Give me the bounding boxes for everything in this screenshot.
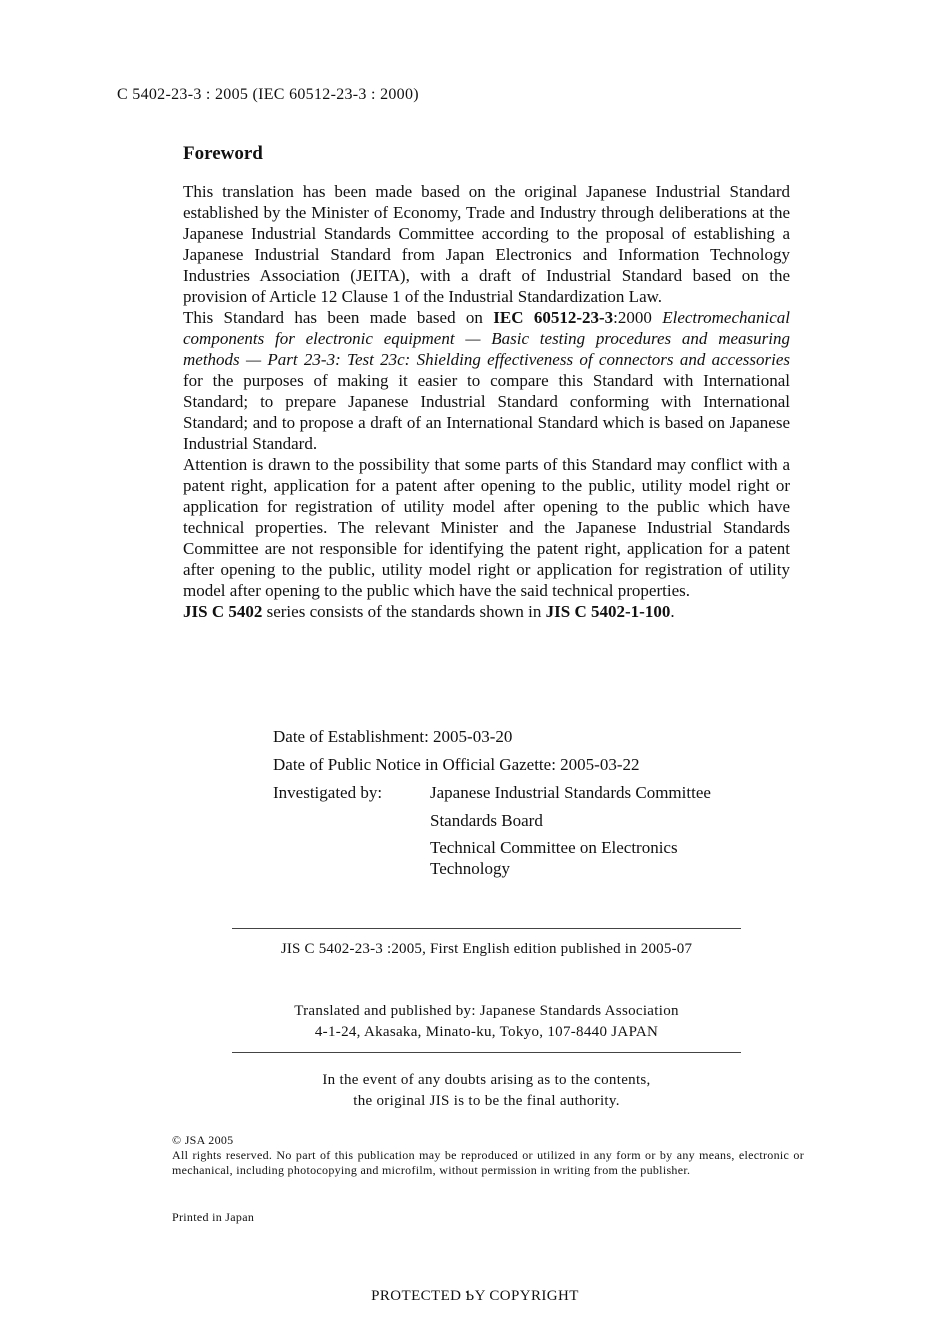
para2-year: :2000 bbox=[613, 308, 663, 327]
investigated-by-committee: Japanese Industrial Standards Committee bbox=[430, 783, 711, 802]
printed-in: Printed in Japan bbox=[172, 1210, 255, 1224]
foreword-paragraph-1: This translation has been made based on the original Japanese Industrial Standard established by the Minister of Economy, Trade and Industry through deliberations at the Japanese Industrial Standards Committee according to the proposal of establishing a Japanese Industrial Standard from Japan Electronics and Information Technology Industries Association (JEITA), with a draft of Industrial Standard based on the provision of Article 12 Clause 1 of the Industrial Standardization Law. bbox=[183, 182, 790, 306]
date-of-establishment: Date of Establishment: 2005-03-20 bbox=[273, 727, 513, 746]
copyright-line: © JSA 2005 bbox=[172, 1133, 234, 1147]
authority-notice-line-1: In the event of any doubts arising as to the contents, bbox=[322, 1072, 651, 1088]
foreword-paragraph-2 bbox=[183, 307, 790, 454]
translated-by: Translated and published by: Japanese Standards Association bbox=[294, 1003, 679, 1019]
para4-period: . bbox=[670, 602, 675, 621]
jis-series-ref: JIS C 5402 bbox=[183, 602, 263, 621]
para4-text-b: series consists of the standards shown in bbox=[262, 602, 546, 621]
para2-text-e: for the purposes of making it easier to compare this Standard with International Standard; to prepare Japanese Industrial Standard conforming with International Standard; and to propose a draft of an International Standard which is based on Japanese Industrial Standard. bbox=[183, 371, 790, 453]
date-of-public-notice: Date of Public Notice in Official Gazette: 2005-03-22 bbox=[273, 755, 640, 774]
foreword-body bbox=[183, 181, 790, 622]
publisher-address: 4-1-24, Akasaka, Minato-ku, Tokyo, 107-8440 JAPAN bbox=[314, 1024, 659, 1040]
investigated-by-board: Standards Board bbox=[430, 811, 543, 830]
authority-notice bbox=[232, 1070, 741, 1112]
investigated-by-technical-committee: Technical Committee on Electronics bbox=[430, 838, 678, 857]
copyright-footer: PROTECTED ƄY COPYRIGHT bbox=[371, 1288, 579, 1304]
publisher-block bbox=[232, 1001, 741, 1043]
edition-line: JIS C 5402-23-3 :2005, First English edition published in 2005-07 bbox=[280, 941, 693, 957]
iec-reference: IEC 60512-23-3 bbox=[493, 308, 614, 327]
investigated-by-technical-committee-cont: Technology bbox=[430, 859, 511, 878]
divider-top bbox=[232, 928, 741, 929]
iec-title: Electromechanical components for electronic equipment — Basic testing procedures and measuring methods — Part 23-3: Test 23c: Shielding effectiveness of connectors and accessories bbox=[183, 308, 790, 369]
authority-notice-line-2: the original JIS is to be the final authority. bbox=[353, 1093, 620, 1109]
rights-notice: All rights reserved. No part of this publication may be reproduced or utilized in any form or by any means, electronic or mechanical, including photocopying and microfilm, without permission in writing from the publisher. bbox=[172, 1148, 804, 1177]
jis-100-ref: JIS C 5402-1-100 bbox=[545, 602, 671, 621]
investigated-by-label: Investigated by: bbox=[273, 783, 383, 802]
divider-bottom bbox=[232, 1052, 741, 1053]
foreword-title: Foreword bbox=[183, 143, 263, 164]
document-header: C 5402-23-3 : 2005 (IEC 60512-23-3 : 2000) bbox=[117, 86, 419, 103]
foreword-paragraph-3: Attention is drawn to the possibility that some parts of this Standard may conflict with a patent right, application for a patent after opening to the public, utility model right or application for registration of utility model after opening to the public which have technical properties. The relevant Minister and the Japanese Industrial Standards Committee are not responsible for identifying the patent right, application for a patent after opening to the public, utility model right or application for registration of utility model after opening to the public which have the said technical properties. bbox=[183, 455, 790, 600]
para2-text-a: This Standard has been made based on bbox=[183, 308, 494, 327]
foreword-paragraph-4 bbox=[183, 601, 790, 622]
